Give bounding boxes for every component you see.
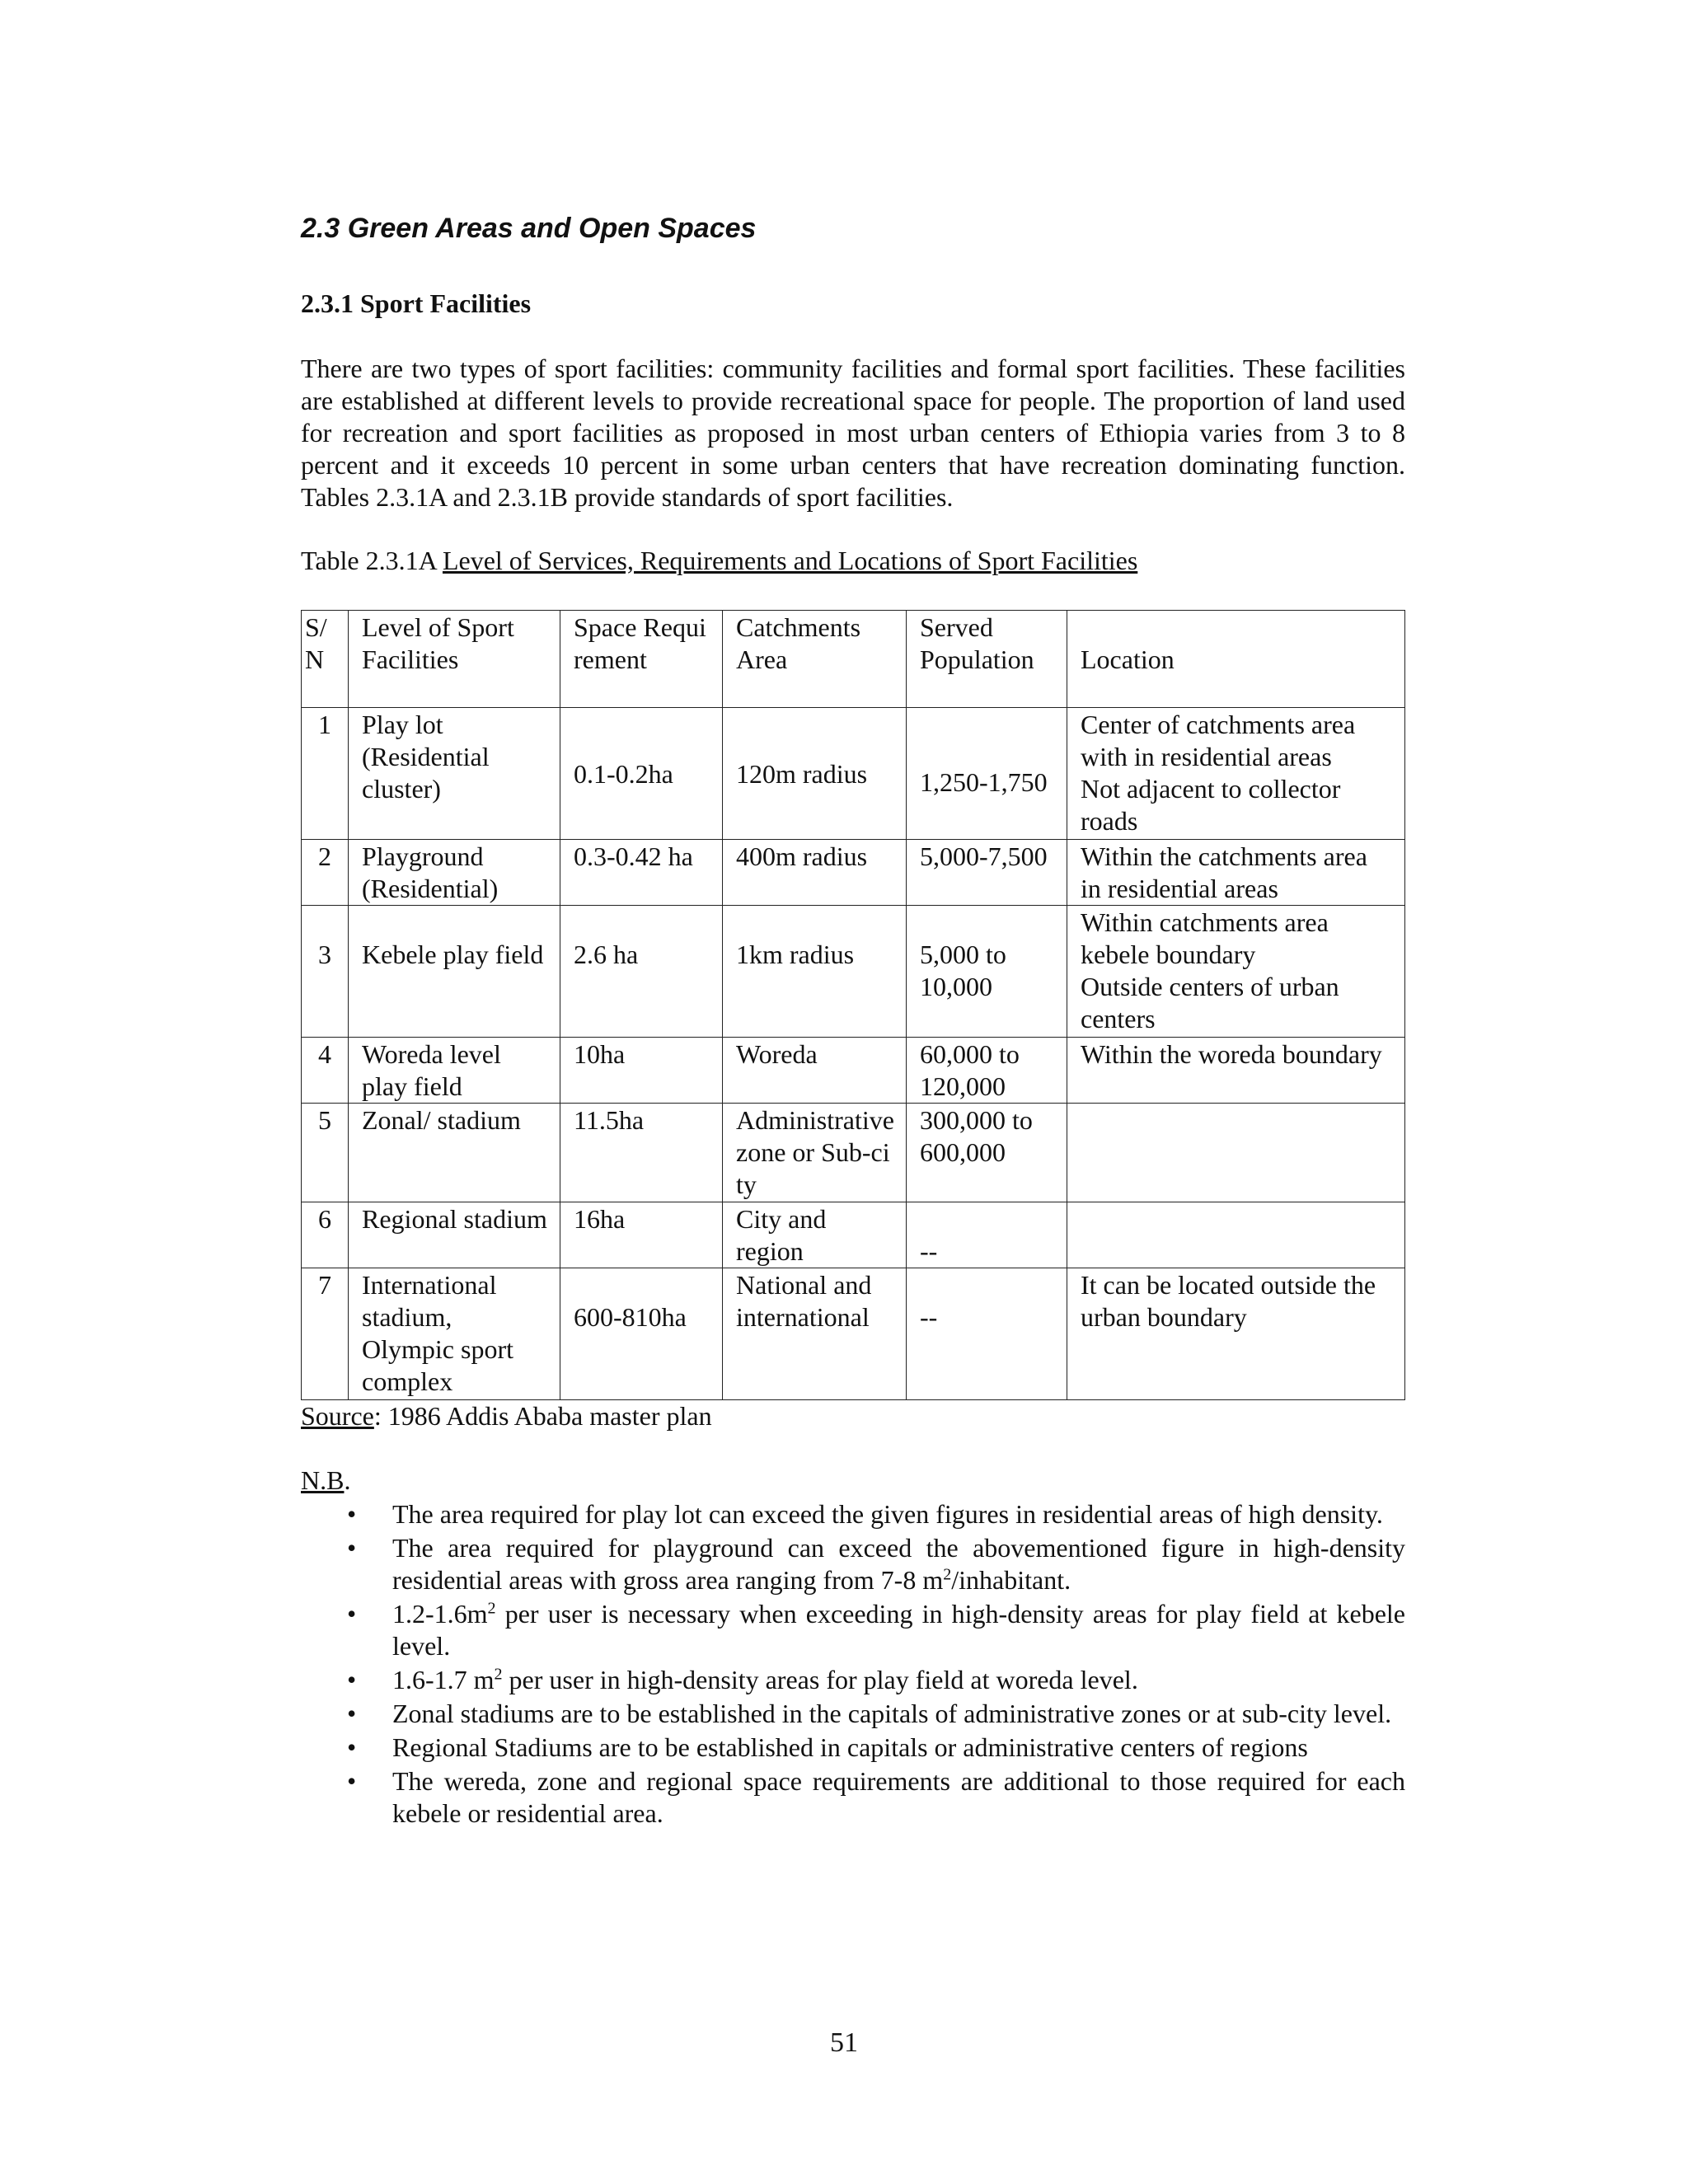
cell-location <box>1067 906 1405 1038</box>
cell-population: 1,250-1,750 <box>907 708 1067 840</box>
table-row <box>302 840 1405 906</box>
cell-sn: 5 <box>302 1104 349 1202</box>
table-source <box>301 1401 712 1432</box>
cell-sn: 6 <box>302 1202 349 1268</box>
cell-location <box>1067 1202 1405 1268</box>
cell-location <box>1067 1104 1405 1202</box>
list-item <box>301 1732 1405 1764</box>
table-caption <box>301 546 1137 576</box>
cell-level: Woreda level play field <box>349 1038 560 1104</box>
note-text: per user is necessary when exceeding in high-density areas for play field at kebele level. <box>392 1599 1405 1661</box>
cell-catchment: City and region <box>723 1202 907 1268</box>
cell-space: 0.3-0.42 ha <box>560 840 723 906</box>
cell-level: Playground (Residential) <box>349 840 560 906</box>
header-level: Level of Sport Facilities <box>349 611 560 708</box>
header-space: Space Requirement <box>560 611 723 708</box>
cell-space: 11.5ha <box>560 1104 723 1202</box>
cell-level: Kebele play field <box>349 906 560 1038</box>
location-line: Within catchments area kebele boundary <box>1081 907 1329 969</box>
cell-space: 10ha <box>560 1038 723 1104</box>
cell-level: Play lot (Residential cluster) <box>349 708 560 840</box>
location-line: Center of catchments area with in residential areas <box>1081 710 1356 771</box>
cell-catchment: 120m radius <box>723 708 907 840</box>
source-text: : 1986 Addis Ababa master plan <box>373 1401 712 1431</box>
location-line: Not adjacent to collector roads <box>1081 774 1341 836</box>
bullet-icon: • <box>347 1732 357 1762</box>
note-superscript: 2 <box>943 1565 952 1584</box>
list-item <box>301 1698 1405 1730</box>
cell-level: Regional stadium <box>349 1202 560 1268</box>
note-superscript: 2 <box>487 1599 496 1618</box>
cell-catchment: Administrative zone or Sub-city <box>723 1104 907 1202</box>
bullet-icon: • <box>347 1699 357 1728</box>
location-line: It can be located outside the urban boundary <box>1081 1270 1376 1332</box>
table-row <box>302 1038 1405 1104</box>
source-label: Source <box>301 1401 374 1431</box>
cell-catchment: 400m radius <box>723 840 907 906</box>
table-row <box>302 708 1405 840</box>
note-superscript: 2 <box>494 1665 503 1684</box>
cell-population: -- <box>907 1268 1067 1400</box>
list-item <box>301 1498 1405 1530</box>
cell-level: Zonal/ stadium <box>349 1104 560 1202</box>
note-text: 1.2-1.6m <box>392 1599 488 1629</box>
nb-dot: . <box>344 1465 351 1495</box>
location-line: Within the catchments area in residential areas <box>1081 841 1367 903</box>
table-row <box>302 1202 1405 1268</box>
bullet-icon: • <box>347 1499 357 1529</box>
table-row <box>302 1104 1405 1202</box>
cell-catchment: National and international <box>723 1268 907 1400</box>
nb-heading <box>301 1465 350 1496</box>
cell-population: 5,000-7,500 <box>907 840 1067 906</box>
cell-population: 60,000 to 120,000 <box>907 1038 1067 1104</box>
cell-catchment: Woreda <box>723 1038 907 1104</box>
cell-population: 300,000 to 600,000 <box>907 1104 1067 1202</box>
cell-population: -- <box>907 1202 1067 1268</box>
page-number: 51 <box>830 2027 858 2058</box>
cell-sn: 7 <box>302 1268 349 1400</box>
table-header-row <box>302 611 1405 708</box>
cell-space: 0.1-0.2ha <box>560 708 723 840</box>
bullet-icon: • <box>347 1533 357 1563</box>
note-text: per user in high-density areas for play field at woreda level. <box>502 1665 1138 1694</box>
list-item <box>301 1532 1405 1596</box>
bullet-icon: • <box>347 1766 357 1796</box>
bullet-icon: • <box>347 1665 357 1694</box>
cell-population: 5,000 to 10,000 <box>907 906 1067 1038</box>
cell-location <box>1067 1038 1405 1104</box>
cell-sn: 4 <box>302 1038 349 1104</box>
note-text: Zonal stadiums are to be established in the capitals of administrative zones or at sub-city level. <box>392 1699 1392 1728</box>
nb-label: N.B <box>301 1465 345 1495</box>
list-item <box>301 1765 1405 1830</box>
cell-location <box>1067 840 1405 906</box>
note-text: /inhabitant. <box>951 1565 1071 1595</box>
cell-catchment: 1km radius <box>723 906 907 1038</box>
cell-level: International stadium, Olympic sport complex <box>349 1268 560 1400</box>
header-sn: S/ N <box>302 611 349 708</box>
cell-space: 2.6 ha <box>560 906 723 1038</box>
bullet-icon: • <box>347 1599 357 1629</box>
cell-space: 16ha <box>560 1202 723 1268</box>
cell-sn: 1 <box>302 708 349 840</box>
cell-location <box>1067 1268 1405 1400</box>
cell-location <box>1067 708 1405 840</box>
location-line: Outside centers of urban centers <box>1081 972 1339 1033</box>
cell-sn: 2 <box>302 840 349 906</box>
header-population: Served Population <box>907 611 1067 708</box>
note-text: The wereda, zone and regional space requirements are additional to those required for each kebele or residential area. <box>392 1766 1405 1828</box>
note-text: Regional Stadiums are to be established in capitals or administrative centers of regions <box>392 1732 1308 1762</box>
cell-space: 600-810ha <box>560 1268 723 1400</box>
table-caption-prefix: Table 2.3.1A <box>301 546 443 575</box>
intro-paragraph: There are two types of sport facilities: community facilities and formal sport facilities. These facilities are established at different levels to provide recreational space for people. The proportion of land used for recreation and sport facilities as proposed in most urban centers of Ethiopia varies from 3 to 8 percent and it exceeds 10 percent in some urban centers that have recreation dominating function. Tables 2.3.1A and 2.3.1B provide standards of sport facilities. <box>301 354 1405 512</box>
list-item <box>301 1664 1405 1696</box>
list-item <box>301 1598 1405 1662</box>
cell-sn: 3 <box>302 906 349 1038</box>
location-line: Within the woreda boundary <box>1081 1039 1382 1069</box>
notes-list <box>301 1498 1405 1831</box>
sport-facilities-table <box>301 610 1405 1400</box>
table-caption-title: Level of Services, Requirements and Locations of Sport Facilities <box>442 546 1138 575</box>
note-text: The area required for playground can exceed the abovementioned figure in high-density residential areas with gross area ranging from 7-8 m <box>392 1533 1405 1595</box>
note-text: 1.6-1.7 m <box>392 1665 495 1694</box>
table-row <box>302 1268 1405 1400</box>
section-title: 2.3 Green Areas and Open Spaces <box>301 213 757 244</box>
subsection-title: 2.3.1 Sport Facilities <box>301 288 532 318</box>
header-location: Location <box>1067 611 1405 708</box>
table-row <box>302 906 1405 1038</box>
header-catchment: Catchments Area <box>723 611 907 708</box>
note-text: The area required for play lot can exceed the given figures in residential areas of high density. <box>392 1499 1383 1529</box>
